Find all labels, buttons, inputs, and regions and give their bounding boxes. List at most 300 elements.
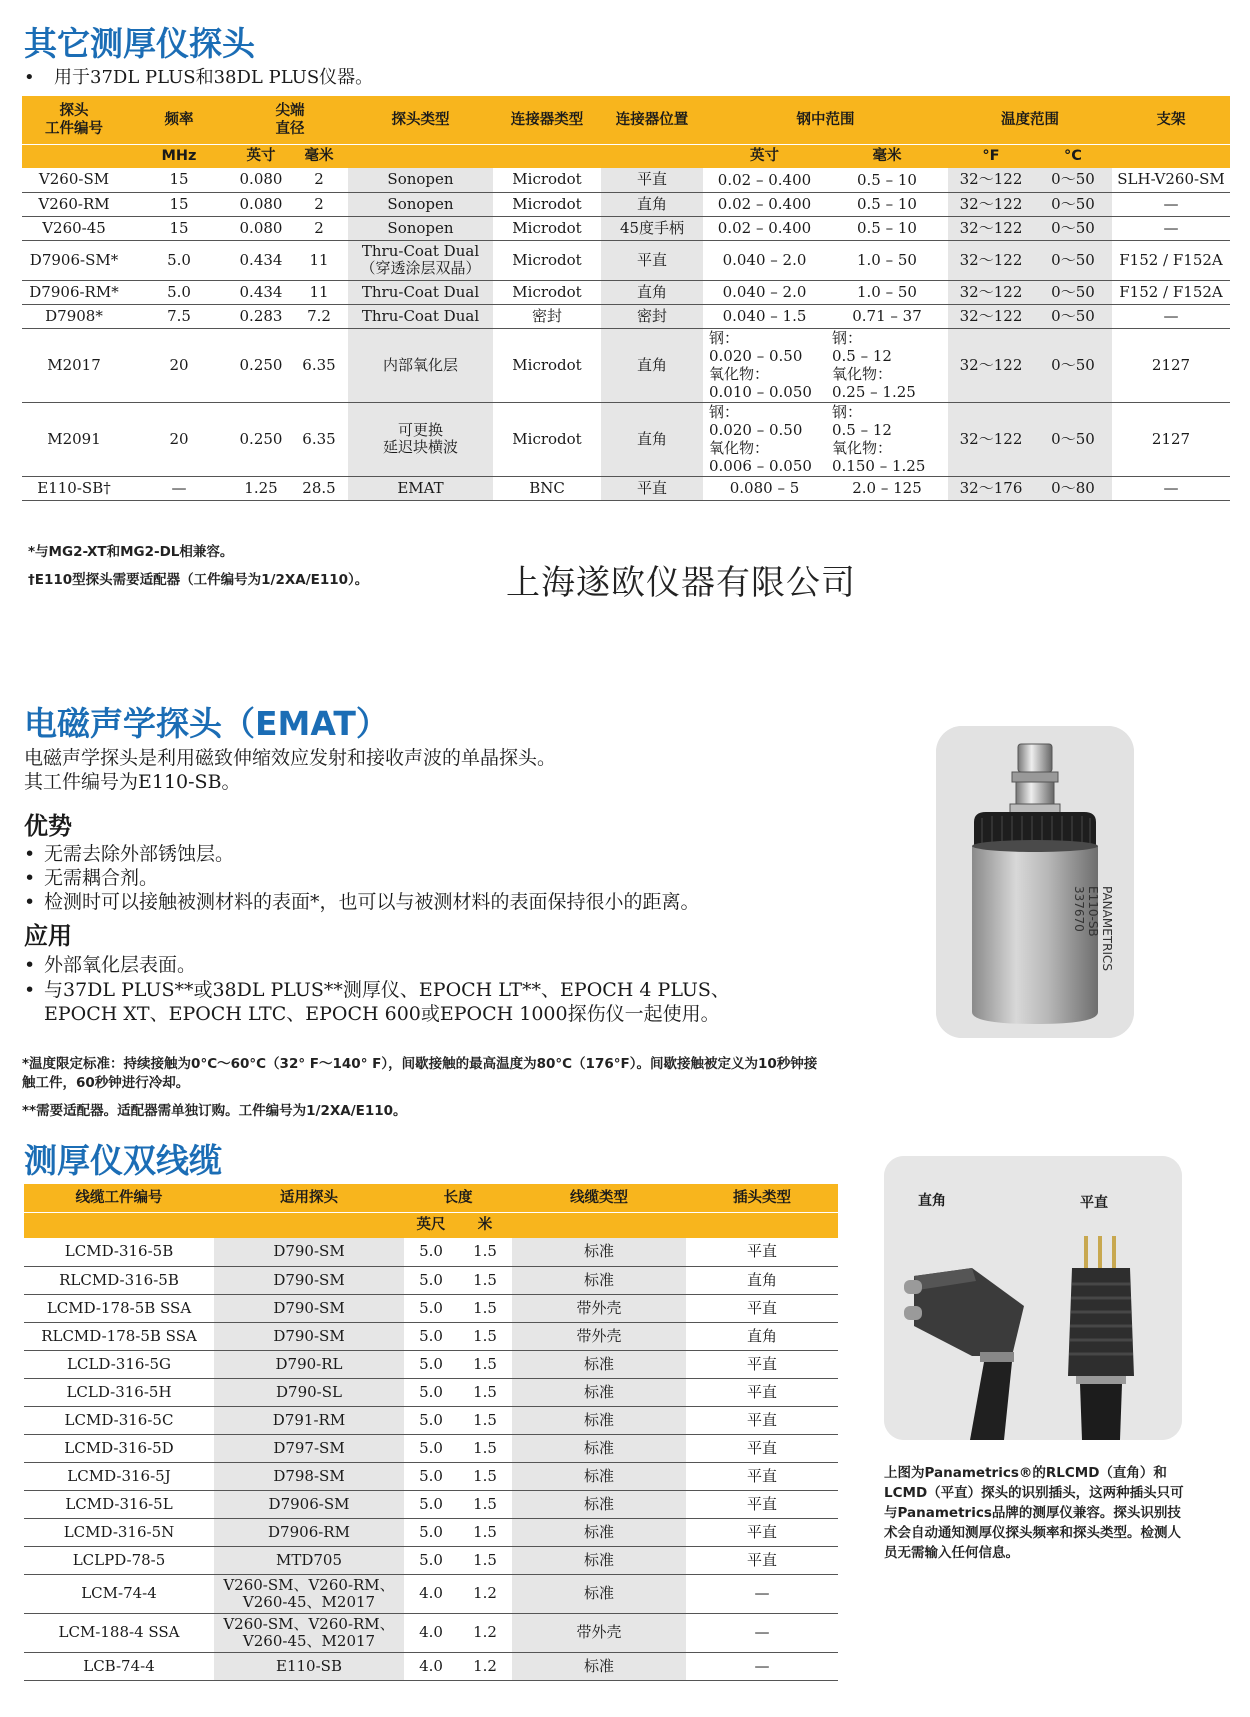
probe-tip-mm: 2	[290, 168, 348, 192]
subheader-empty	[22, 144, 126, 168]
cable-type: 标准	[512, 1266, 686, 1294]
temp-c: 0～50	[1034, 168, 1112, 192]
holder: —	[1112, 192, 1230, 216]
cable-length-m: 1.5	[458, 1462, 512, 1490]
range-mm-line: 钢：	[832, 403, 863, 421]
probe-tip-mm: 11	[290, 280, 348, 304]
temp-f: 32～122	[948, 240, 1034, 280]
subheader-empty	[512, 1212, 686, 1238]
cable-type: 标准	[512, 1238, 686, 1266]
temp-f: 32～122	[948, 402, 1034, 476]
range-inch-line: 0.02 – 0.400	[717, 170, 812, 189]
cable-row	[24, 1322, 838, 1350]
probe-tip-inch: 0.080	[232, 192, 290, 216]
range-inch-line: 0.040 – 1.5	[722, 307, 807, 325]
cable-row	[24, 1574, 838, 1613]
range-mm-line: 0.5 – 10	[857, 219, 917, 237]
probe-type	[348, 216, 493, 240]
cable-part-number: LCLD-316-5H	[24, 1378, 214, 1406]
cable-probe-line: D798-SM	[273, 1466, 345, 1485]
subheader-tip-mm: 毫米	[290, 144, 348, 168]
footnote-adapter: †E110型探头需要适配器（工件编号为1/2XA/E110）。	[28, 572, 369, 588]
range-mm-line: 钢：	[832, 329, 863, 347]
range-mm-line: 0.5 – 12	[832, 421, 892, 439]
probe-part-number: D7908*	[22, 304, 126, 328]
plug-type: 平直	[686, 1294, 838, 1322]
range-mm-line: 0.5 – 10	[857, 170, 917, 189]
section-title-dual-cables: 测厚仪双线缆	[24, 1141, 222, 1180]
cable-probe-line: D790-SM	[273, 1298, 345, 1317]
cable-probe-line: D790-RL	[275, 1354, 343, 1373]
cable-row	[24, 1462, 838, 1490]
temp-f: 32～122	[948, 280, 1034, 304]
probe-type	[348, 192, 493, 216]
cable-part-number: RLCMD-178-5B SSA	[24, 1322, 214, 1350]
subheader-empty	[214, 1212, 404, 1238]
probe-type	[348, 280, 493, 304]
cable-length-m: 1.5	[458, 1378, 512, 1406]
connector-type: Microdot	[493, 168, 601, 192]
probe-row	[22, 240, 1230, 280]
cable-row	[24, 1652, 838, 1680]
range-inch	[703, 240, 826, 280]
subheader-empty	[24, 1212, 214, 1238]
cable-length-m: 1.5	[458, 1294, 512, 1322]
label-right-angle: 直角	[918, 1193, 946, 1209]
range-mm	[826, 476, 948, 500]
probe-tip-mm: 28.5	[290, 476, 348, 500]
subheader-empty	[348, 144, 493, 168]
cable-probe-line: V260-SM、V260-RM、	[223, 1614, 395, 1633]
subheader-empty	[601, 144, 703, 168]
holder: F152 / F152A	[1112, 240, 1230, 280]
cable-part-number: LCLD-316-5G	[24, 1350, 214, 1378]
cable-probe	[214, 1574, 404, 1613]
header-temp-range: 温度范围	[948, 96, 1112, 144]
application-item: • 与37DL PLUS**或38DL PLUS**测厚仪、EPOCH LT**、EPOCH 4 PLUS、	[24, 979, 730, 1001]
connector-position: 平直	[601, 168, 703, 192]
cable-probe-line: D790-SM	[273, 1326, 345, 1345]
connector-position: 45度手柄	[601, 216, 703, 240]
header-cable-part: 线缆工件编号	[24, 1184, 214, 1212]
cable-probe-line: D790-SM	[273, 1270, 345, 1289]
probe-row	[22, 304, 1230, 328]
cable-row	[24, 1378, 838, 1406]
range-mm-line: 0.71 – 37	[852, 307, 922, 325]
range-inch-line: 0.020 – 0.50	[709, 421, 803, 439]
plug-type: 平直	[686, 1406, 838, 1434]
probe-tip-inch: 0.283	[232, 304, 290, 328]
cable-row	[24, 1613, 838, 1652]
emat-intro-line-1: 电磁声学探头是利用磁致伸缩效应发射和接收声波的单晶探头。	[24, 747, 557, 769]
temp-f: 32～122	[948, 216, 1034, 240]
connector-position: 密封	[601, 304, 703, 328]
cable-probe	[214, 1294, 404, 1322]
probe-type-line: Thru-Coat Dual	[361, 306, 480, 325]
probe-type	[348, 168, 493, 192]
header-plug-type: 插头类型	[686, 1184, 838, 1212]
probe-type-line: Sonopen	[387, 170, 454, 189]
cable-photo-caption: 上图为Panametrics®的RLCMD（直角）和LCMD（平直）探头的识别插头，这两种插头只可与Panametrics品牌的测厚仪兼容。探头识别技术会自动通知测厚仪探头频率和探头类型。检测人员无需输入任何信息。	[884, 1465, 1184, 1561]
cable-row	[24, 1266, 838, 1294]
probe-frequency: 15	[126, 192, 232, 216]
cable-probe	[214, 1613, 404, 1652]
cable-part-number: LCMD-316-5J	[24, 1462, 214, 1490]
range-inch	[703, 328, 826, 402]
range-inch-line: 氧化物：	[709, 439, 770, 457]
range-mm	[826, 280, 948, 304]
header-tip-diameter: 尖端 直径	[232, 96, 348, 144]
probe-tip-mm: 7.2	[290, 304, 348, 328]
cable-probe	[214, 1238, 404, 1266]
cable-row	[24, 1294, 838, 1322]
range-mm-line: 氧化物：	[832, 439, 893, 457]
plug-type: 直角	[686, 1322, 838, 1350]
holder: F152 / F152A	[1112, 280, 1230, 304]
range-mm	[826, 328, 948, 402]
cable-length-m: 1.5	[458, 1266, 512, 1294]
connector-position: 直角	[601, 280, 703, 304]
cable-length-ft: 4.0	[404, 1574, 458, 1613]
cable-plug-photo	[884, 1156, 1182, 1440]
subheader-feet: 英尺	[404, 1212, 458, 1238]
cable-probe-line: MTD705	[275, 1550, 343, 1569]
emat-intro-line-2: 其工件编号为E110-SB。	[24, 771, 241, 793]
probe-type-line: Sonopen	[387, 194, 454, 213]
holder: 2127	[1112, 402, 1230, 476]
cable-type: 标准	[512, 1406, 686, 1434]
connector-type: Microdot	[493, 240, 601, 280]
probe-part-number: M2017	[22, 328, 126, 402]
connector-type: Microdot	[493, 216, 601, 240]
subheader-mhz: MHz	[126, 144, 232, 168]
range-inch-line: 钢：	[709, 329, 740, 347]
cable-part-number: RLCMD-316-5B	[24, 1266, 214, 1294]
probe-frequency: 7.5	[126, 304, 232, 328]
probe-row	[22, 192, 1230, 216]
range-mm-line: 0.150 – 1.25	[832, 457, 926, 475]
header-connector-type: 连接器类型	[493, 96, 601, 144]
applications-heading: 应用	[24, 922, 72, 950]
temp-f: 32～122	[948, 328, 1034, 402]
cable-part-number: LCMD-316-5N	[24, 1518, 214, 1546]
section-title-emat: 电磁声学探头（EMAT）	[24, 704, 389, 743]
probe-part-number: D7906-SM*	[22, 240, 126, 280]
subheader-range-mm: 毫米	[826, 144, 948, 168]
cable-length-ft: 4.0	[404, 1652, 458, 1680]
cable-probe	[214, 1518, 404, 1546]
cable-part-number: LCMD-316-5D	[24, 1434, 214, 1462]
range-mm	[826, 240, 948, 280]
cable-probe	[214, 1546, 404, 1574]
range-inch	[703, 280, 826, 304]
range-inch-line: 0.040 – 2.0	[722, 251, 807, 269]
cable-probe-line: D790-SL	[276, 1382, 342, 1401]
range-inch-line: 钢：	[709, 403, 740, 421]
header-connector-position: 连接器位置	[601, 96, 703, 144]
probe-frequency: 15	[126, 168, 232, 192]
probe-tip-mm: 6.35	[290, 402, 348, 476]
cable-type: 带外壳	[512, 1294, 686, 1322]
subheader-empty	[1112, 144, 1230, 168]
probe-label-model: E110-SB	[1086, 886, 1100, 937]
probe-part-number: D7906-RM*	[22, 280, 126, 304]
probe-type-line: （穿透涂层双晶）	[360, 259, 481, 277]
range-mm-line: 0.5 – 10	[857, 195, 917, 213]
probe-row	[22, 280, 1230, 304]
connector-type: Microdot	[493, 402, 601, 476]
range-inch-line: 氧化物：	[709, 365, 770, 383]
cable-part-number: LCLPD-78-5	[24, 1546, 214, 1574]
cable-row	[24, 1490, 838, 1518]
range-inch	[703, 216, 826, 240]
probe-type	[348, 328, 493, 402]
cable-row	[24, 1406, 838, 1434]
range-mm	[826, 402, 948, 476]
cable-length-ft: 5.0	[404, 1378, 458, 1406]
plug-type: 平直	[686, 1462, 838, 1490]
cable-probe-line: D791-RM	[272, 1410, 346, 1429]
cable-probe-line: V260-45、M2017	[242, 1631, 376, 1650]
temp-c: 0～50	[1034, 216, 1112, 240]
plug-type: 平直	[686, 1518, 838, 1546]
probe-tip-mm: 11	[290, 240, 348, 280]
cable-probe	[214, 1322, 404, 1350]
probe-tip-mm: 6.35	[290, 328, 348, 402]
header-steel-range: 钢中范围	[703, 96, 948, 144]
connector-position: 直角	[601, 192, 703, 216]
probe-tip-inch: 0.434	[232, 240, 290, 280]
advantages-heading: 优势	[24, 812, 72, 840]
cable-length-ft: 5.0	[404, 1518, 458, 1546]
cable-row	[24, 1238, 838, 1266]
cable-probe	[214, 1652, 404, 1680]
bullet-instrument-compat: • 用于37DL PLUS和38DL PLUS仪器。	[24, 67, 374, 88]
probe-type-line: 内部氧化层	[382, 355, 458, 374]
cable-probe	[214, 1490, 404, 1518]
probe-tip-inch: 0.434	[232, 280, 290, 304]
range-mm-line: 氧化物：	[832, 365, 893, 383]
temp-f: 32～176	[948, 476, 1034, 500]
cable-type: 标准	[512, 1462, 686, 1490]
range-inch-line: 0.020 – 0.50	[709, 347, 803, 365]
probe-frequency: 5.0	[126, 280, 232, 304]
cable-part-number: LCM-188-4 SSA	[24, 1613, 214, 1652]
probe-type	[348, 476, 493, 500]
range-inch	[703, 192, 826, 216]
header-probe-type: 探头类型	[348, 96, 493, 144]
holder: —	[1112, 216, 1230, 240]
probe-type-line: Sonopen	[387, 218, 454, 237]
cable-probe	[214, 1434, 404, 1462]
probe-type	[348, 240, 493, 280]
probe-tip-inch: 1.25	[232, 476, 290, 500]
range-mm-line: 1.0 – 50	[857, 251, 917, 269]
cable-type: 标准	[512, 1574, 686, 1613]
cable-part-number: LCMD-316-5B	[24, 1238, 214, 1266]
cable-length-ft: 5.0	[404, 1322, 458, 1350]
cable-probe-line: E110-SB	[276, 1656, 342, 1675]
range-inch-line: 0.040 – 2.0	[722, 283, 807, 301]
plug-type: —	[686, 1652, 838, 1680]
application-item-continued: EPOCH XT、EPOCH LTC、EPOCH 600或EPOCH 1000探伤仪一起使用。	[44, 1003, 720, 1025]
cable-length-m: 1.2	[458, 1652, 512, 1680]
cable-part-number: LCMD-316-5C	[24, 1406, 214, 1434]
header-cable-probe: 适用探头	[214, 1184, 404, 1212]
advantage-item: • 检测时可以接触被测材料的表面*，也可以与被测材料的表面保持很小的距离。	[24, 891, 700, 913]
cable-probe	[214, 1462, 404, 1490]
probe-row	[22, 216, 1230, 240]
emat-probe-illustration	[936, 726, 1134, 1038]
cable-part-number: LCM-74-4	[24, 1574, 214, 1613]
connector-type: Microdot	[493, 192, 601, 216]
range-mm	[826, 168, 948, 192]
holder: 2127	[1112, 328, 1230, 402]
cable-length-ft: 5.0	[404, 1350, 458, 1378]
cable-type: 标准	[512, 1434, 686, 1462]
range-mm-line: 2.0 – 125	[852, 479, 922, 497]
probe-part-number: V260-RM	[22, 192, 126, 216]
connector-type: Microdot	[493, 280, 601, 304]
cable-type: 标准	[512, 1350, 686, 1378]
probe-engraving	[1014, 886, 1114, 972]
temp-c: 0～50	[1034, 304, 1112, 328]
probe-type-line: 延迟块横波	[382, 438, 458, 456]
plug-type: 平直	[686, 1350, 838, 1378]
probe-tip-inch: 0.250	[232, 402, 290, 476]
label-straight: 平直	[1080, 1195, 1108, 1211]
cable-length-m: 1.5	[458, 1546, 512, 1574]
cable-probe-line: D7906-RM	[268, 1522, 350, 1541]
plug-type: 直角	[686, 1266, 838, 1294]
range-inch	[703, 476, 826, 500]
probe-part-number: E110-SB†	[22, 476, 126, 500]
cable-length-m: 1.5	[458, 1350, 512, 1378]
probe-type-line: EMAT	[397, 478, 444, 497]
cable-probe	[214, 1406, 404, 1434]
cable-type: 标准	[512, 1378, 686, 1406]
connector-position: 直角	[601, 328, 703, 402]
probe-frequency: 15	[126, 216, 232, 240]
range-inch-line: 0.080 – 5	[729, 479, 800, 497]
connector-position: 平直	[601, 476, 703, 500]
cable-length-m: 1.5	[458, 1406, 512, 1434]
cable-part-number: LCMD-316-5L	[24, 1490, 214, 1518]
cable-length-ft: 5.0	[404, 1490, 458, 1518]
cable-length-m: 1.2	[458, 1613, 512, 1652]
header-holder: 支架	[1112, 96, 1230, 144]
emat-probe-photo	[936, 726, 1134, 1038]
probe-row	[22, 402, 1230, 476]
advantage-item: • 无需耦合剂。	[24, 867, 159, 889]
note-temperature-1: *温度限定标准：持续接触为0°C～60°C（32° F～140° F），间歇接触的最高温度为80°C（176°F）。间歇接触被定义为10秒钟接	[22, 1056, 818, 1072]
subheader-meters: 米	[458, 1212, 512, 1238]
probe-label-serial: 337670	[1072, 886, 1086, 932]
cable-type: 带外壳	[512, 1613, 686, 1652]
probe-label-brand: PANAMETRICS	[1100, 886, 1114, 972]
probe-tip-inch: 0.080	[232, 216, 290, 240]
probe-type	[348, 304, 493, 328]
range-inch-line: 0.010 – 0.050	[709, 383, 812, 401]
probe-spec-table	[22, 96, 1230, 501]
subheader-temp-f: °F	[948, 144, 1034, 168]
cable-length-m: 1.2	[458, 1574, 512, 1613]
application-item: • 外部氧化层表面。	[24, 954, 197, 976]
probe-type-line: 可更换	[397, 421, 443, 439]
probe-row	[22, 476, 1230, 500]
temp-c: 0～50	[1034, 280, 1112, 304]
range-inch	[703, 168, 826, 192]
cable-row	[24, 1518, 838, 1546]
cable-type: 标准	[512, 1518, 686, 1546]
section-title-other-probes: 其它测厚仪探头	[24, 24, 255, 63]
temp-c: 0～50	[1034, 240, 1112, 280]
range-inch	[703, 402, 826, 476]
cable-length-ft: 5.0	[404, 1462, 458, 1490]
cable-probe	[214, 1266, 404, 1294]
probe-frequency: 5.0	[126, 240, 232, 280]
header-cable-length: 长度	[404, 1184, 512, 1212]
probe-frequency: 20	[126, 402, 232, 476]
cable-length-ft: 5.0	[404, 1406, 458, 1434]
connector-type: Microdot	[493, 328, 601, 402]
probe-type	[348, 402, 493, 476]
plug-type: —	[686, 1574, 838, 1613]
cable-type: 标准	[512, 1546, 686, 1574]
cable-length-ft: 5.0	[404, 1434, 458, 1462]
cable-row	[24, 1350, 838, 1378]
temp-f: 32～122	[948, 192, 1034, 216]
range-inch-line: 0.006 – 0.050	[709, 457, 812, 475]
temp-c: 0～50	[1034, 328, 1112, 402]
cable-probe	[214, 1378, 404, 1406]
holder: —	[1112, 476, 1230, 500]
cable-probe	[214, 1350, 404, 1378]
cable-length-ft: 5.0	[404, 1266, 458, 1294]
note-adapter: **需要适配器。适配器需单独订购。工件编号为1/2XA/E110。	[22, 1103, 407, 1119]
subheader-empty	[686, 1212, 838, 1238]
probe-frequency: 20	[126, 328, 232, 402]
probe-tip-inch: 0.080	[232, 168, 290, 192]
note-temperature-2: 触工件，60秒钟进行冷却。	[22, 1075, 190, 1091]
plug-type: 平直	[686, 1434, 838, 1462]
probe-row	[22, 168, 1230, 192]
probe-row	[22, 328, 1230, 402]
cable-length-m: 1.5	[458, 1238, 512, 1266]
probe-tip-inch: 0.250	[232, 328, 290, 402]
header-cable-type: 线缆类型	[512, 1184, 686, 1212]
probe-type-line: Thru-Coat Dual	[361, 242, 480, 260]
range-mm	[826, 192, 948, 216]
range-inch-line: 0.02 – 0.400	[717, 219, 812, 237]
range-mm	[826, 216, 948, 240]
advantage-item: • 无需去除外部锈蚀层。	[24, 843, 235, 865]
holder: —	[1112, 304, 1230, 328]
temp-f: 32～122	[948, 168, 1034, 192]
cable-probe-line: V260-45、M2017	[242, 1592, 376, 1611]
cable-length-ft: 5.0	[404, 1546, 458, 1574]
temp-c: 0～50	[1034, 192, 1112, 216]
range-inch	[703, 304, 826, 328]
cable-length-ft: 4.0	[404, 1613, 458, 1652]
cable-probe-line: D790-SM	[273, 1242, 345, 1261]
footnote-compat: *与MG2-XT和MG2-DL相兼容。	[28, 544, 234, 560]
temp-c: 0～50	[1034, 402, 1112, 476]
cable-probe-line: D797-SM	[273, 1438, 345, 1457]
cable-part-number: LCMD-178-5B SSA	[24, 1294, 214, 1322]
probe-tip-mm: 2	[290, 216, 348, 240]
cable-type: 标准	[512, 1652, 686, 1680]
